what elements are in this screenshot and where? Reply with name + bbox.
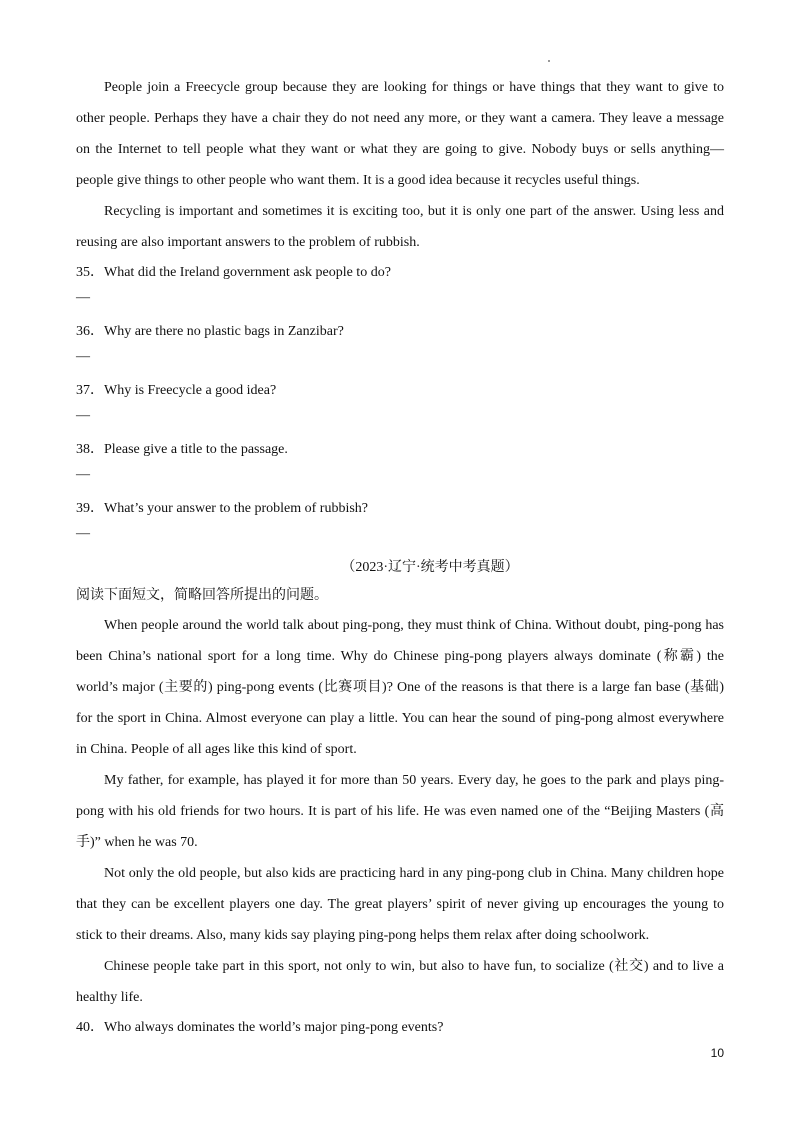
answer-dash: —	[76, 408, 90, 423]
section-source: （2023·辽宁·统考中考真题）	[341, 560, 519, 575]
question-list-1	[76, 258, 724, 553]
question-35: 35．What did the Ireland government ask people to do?	[76, 265, 391, 280]
paragraph-pingpong-intro: When people around the world talk about ping-pong, they must think of China. Without doubt, ping-pong has been China’s national sport for a long time. Why do Chinese ping-pong players always dominate (称霸) the world’s major (主要的) ping-pong events (比赛项目)? One of the reasons is that there is a large fan base (基础) for the sport in China. Almost everyone can play a little. You can hear the sound of ping-pong almost everywhere in China. People of all ages like this kind of sport.	[76, 618, 724, 757]
question-36: 36．Why are there no plastic bags in Zanzibar?	[76, 324, 344, 339]
answer-line-37[interactable]	[76, 406, 724, 435]
question-38: 38．Please give a title to the passage.	[76, 442, 288, 457]
answer-dash: —	[76, 467, 90, 482]
answer-dash: —	[76, 526, 90, 541]
question-37: 37．Why is Freecycle a good idea?	[76, 383, 277, 398]
answer-dash: —	[76, 290, 90, 305]
paragraph-freecycle: People join a Freecycle group because they are looking for things or have things that they want to give to other people. Perhaps they have a chair they do not need any more, or they want a camera. They leave a message on the Internet to tell people what they want or what they are going to give. Nobody buys or sells anything—people give things to other people who want them. It is a good idea because it recycles useful things.	[76, 80, 724, 188]
paragraph-recycling: Recycling is important and sometimes it is exciting too, but it is only one part of the answer. Using less and reusing are also important answers to the problem of rubbish.	[76, 204, 724, 250]
answer-line-36[interactable]	[76, 347, 724, 376]
paragraph-conclusion: Chinese people take part in this sport, not only to win, but also to have fun, to socialize (社交) and to live a healthy life.	[76, 959, 724, 1005]
question-40: 40．Who always dominates the world’s major ping-pong events?	[76, 1020, 444, 1035]
section-instruction: 阅读下面短文，简略回答所提出的问题。	[76, 588, 328, 603]
paragraph-father: My father, for example, has played it for more than 50 years. Every day, he goes to the park and plays ping-pong with his old friends for two hours. It is part of his life. He was even named one of the “Beijing Masters (高手)” when he was 70.	[76, 773, 724, 850]
scan-dot	[548, 60, 550, 62]
paragraph-kids: Not only the old people, but also kids are practicing hard in any ping-pong club in China. Many children hope that they can be excellent players one day. The great players’ spirit of never giving up encourages the young to stick to their dreams. Also, many kids say playing ping-pong helps them relax after doing schoolwork.	[76, 866, 724, 943]
answer-line-39[interactable]	[76, 524, 724, 553]
page-number: 10	[710, 1046, 724, 1060]
answer-line-38[interactable]	[76, 465, 724, 494]
question-39: 39．What’s your answer to the problem of rubbish?	[76, 501, 368, 516]
answer-line-35[interactable]	[76, 288, 724, 317]
answer-dash: —	[76, 349, 90, 364]
page-content	[76, 72, 724, 1043]
